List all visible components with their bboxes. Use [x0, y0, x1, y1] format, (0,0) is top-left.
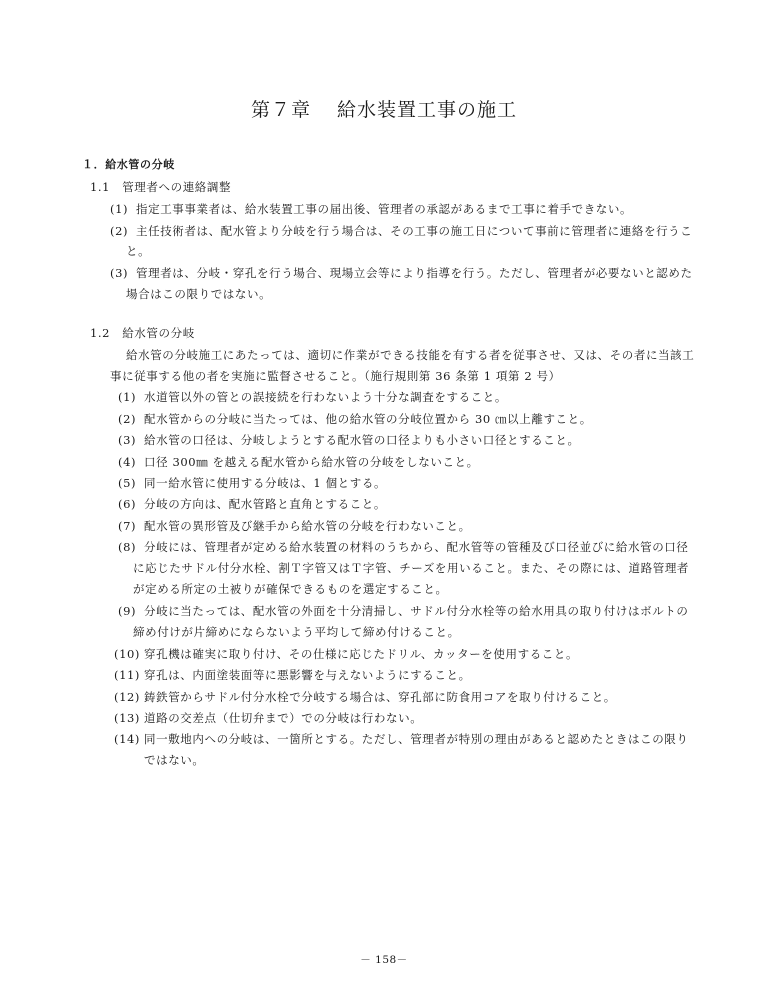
list-item — [114, 690, 616, 704]
item-number: (14) — [114, 732, 141, 746]
list-item — [118, 497, 386, 511]
item-continuation: と。 — [126, 244, 151, 258]
item-text: 水道管以外の管との誤接続を行わないよう十分な調査をすること。 — [144, 390, 507, 404]
item-text: 鋳鉄管からサドル付分水栓で分岐する場合は、穿孔部に防食用コアを取り付けること。 — [144, 690, 616, 704]
item-text: 指定工事事業者は、給水装置工事の届出後、管理者の承認があるまで工事に着手できない。 — [136, 202, 633, 216]
item-number: (10) — [114, 647, 141, 661]
item-text: 同一給水管に使用する分岐は、1 個とする。 — [144, 476, 387, 490]
item-text: 管理者は、分岐・穿孔を行う場合、現場立会等により指導を行う。ただし、管理者が必要ないと認めた — [136, 266, 693, 280]
list-item — [110, 202, 632, 216]
item-text: 分岐に当たっては、配水管の外面を十分清掃し、サドル付分水栓等の給水用具の取り付けはボルトの — [144, 604, 689, 618]
item-continuation: 締め付けが片締めにならないよう平均して締め付けること。 — [133, 625, 460, 639]
list-item — [114, 668, 471, 682]
chapter-number: 第７章 — [250, 99, 311, 121]
list-item — [118, 519, 471, 533]
item-number: (3) — [118, 433, 137, 447]
list-item — [114, 647, 578, 661]
item-number: (5) — [118, 476, 137, 490]
list-item — [114, 711, 422, 725]
list-item — [114, 732, 689, 746]
subsection-heading: 1.1 管理者への連絡調整 — [90, 180, 232, 194]
list-item — [110, 224, 692, 238]
item-continuation: が定める所定の土被りが確保できるものを選定すること。 — [133, 582, 448, 596]
item-number: (3) — [110, 266, 129, 280]
item-number: (6) — [118, 497, 137, 511]
item-text: 配水管からの分岐に当たっては、他の給水管の分岐位置から 30 ㎝以上離すこと。 — [144, 412, 592, 426]
item-text: 口径 300㎜ を越える配水管から給水管の分岐をしないこと。 — [144, 455, 479, 469]
list-item — [118, 390, 507, 404]
list-item — [118, 455, 479, 469]
chapter-title — [0, 95, 768, 122]
item-text: 穿孔機は確実に取り付け、その仕様に応じたドリル、カッターを使用すること。 — [144, 647, 579, 661]
item-number: (2) — [118, 412, 137, 426]
item-continuation: に応じたサドル付分水栓、割Ｔ字管又はＴ字管、チーズを用いること。また、その際には、道路管理者 — [133, 561, 690, 575]
chapter-name: 給水装置工事の施工 — [337, 99, 518, 121]
section-heading: １．給水管の分岐 — [82, 158, 175, 171]
list-item — [118, 540, 689, 554]
list-item — [110, 266, 693, 280]
item-number: (1) — [110, 202, 129, 216]
item-text: 配水管の異形管及び継手から給水管の分岐を行わないこと。 — [144, 519, 471, 533]
item-text: 同一敷地内への分岐は、一箇所とする。ただし、管理者が特別の理由があると認めたときはこの限り — [144, 732, 689, 746]
item-number: (1) — [118, 390, 137, 404]
item-number: (4) — [118, 455, 137, 469]
item-number: (7) — [118, 519, 137, 533]
item-continuation: 場合はこの限りではない。 — [126, 287, 272, 301]
item-number: (13) — [114, 711, 141, 725]
item-continuation: ではない。 — [144, 753, 205, 767]
intro-text: 事に従事する他の者を実施に監督させること。（施行規則第 36 条第 1 項第 2 号） — [110, 369, 561, 383]
item-text: 給水管の口径は、分岐しようとする配水管の口径よりも小さい口径とすること。 — [144, 433, 580, 447]
intro-text: 給水管の分岐施工にあたっては、適切に作業ができる技能を有する者を従事させ、又は、その者に当該工 — [126, 348, 695, 362]
page-number: － 158－ — [360, 954, 408, 966]
item-text: 分岐の方向は、配水管路と直角とすること。 — [144, 497, 386, 511]
item-number: (11) — [114, 668, 141, 682]
item-number: (2) — [110, 224, 129, 238]
item-text: 道路の交差点（仕切弁まで）での分岐は行わない。 — [144, 711, 423, 725]
list-item — [118, 433, 580, 447]
item-text: 主任技術者は、配水管より分岐を行う場合は、その工事の施工日について事前に管理者に連絡を行うこ — [136, 224, 693, 238]
item-number: (12) — [114, 690, 141, 704]
item-text: 分岐には、管理者が定める給水装置の材料のうちから、配水管等の管種及び口径並びに給水管の口径 — [144, 540, 689, 554]
list-item — [118, 412, 592, 426]
list-item — [118, 604, 689, 618]
subsection-heading: 1.2 給水管の分岐 — [90, 326, 195, 340]
item-number: (8) — [118, 540, 137, 554]
item-text: 穿孔は、内面塗装面等に悪影響を与えないようにすること。 — [144, 668, 471, 682]
item-number: (9) — [118, 604, 137, 618]
list-item — [118, 476, 386, 490]
